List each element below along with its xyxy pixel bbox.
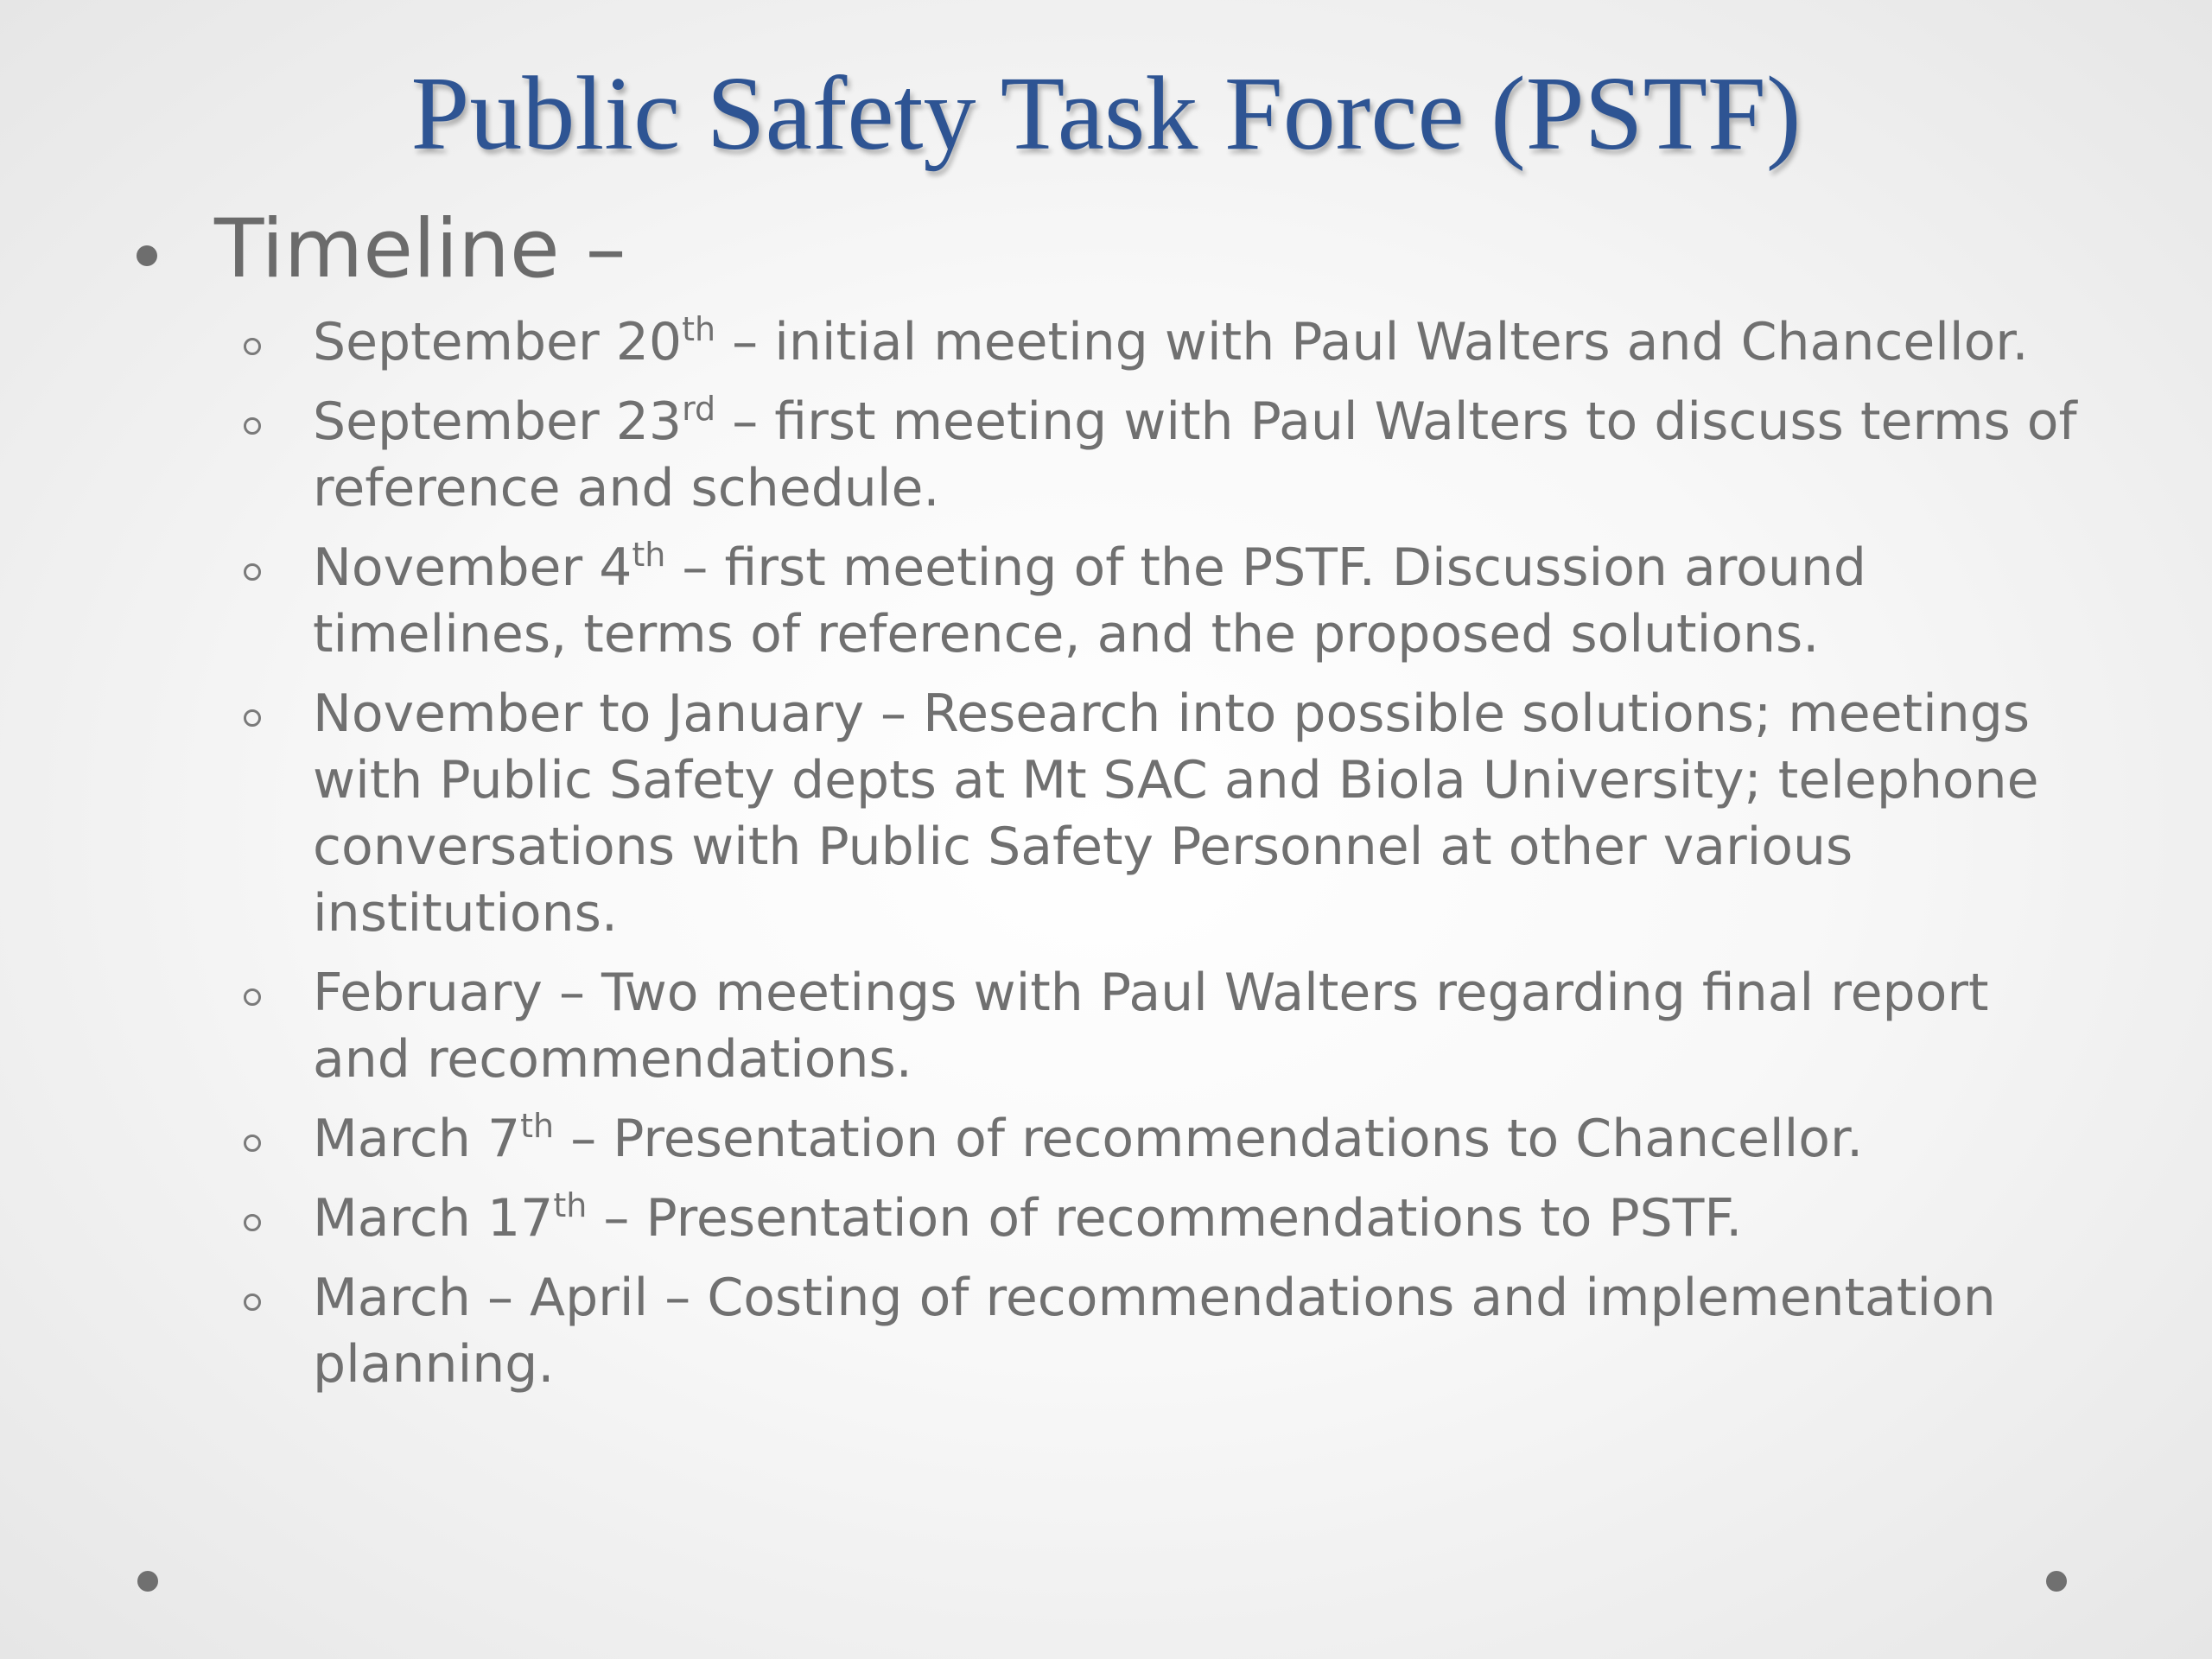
item-text: March 7 [313,1109,521,1169]
hollow-circle-bullet-icon [244,563,261,581]
item-text-rest: – Presentation of recommendations to PSTF. [587,1188,1743,1249]
ordinal-suffix: th [632,536,666,574]
item-text: November 4 [313,537,632,598]
bullet-dot-icon [137,245,157,266]
timeline-item [244,389,2093,522]
item-text: September 23 [313,391,683,452]
hollow-circle-bullet-icon [244,1294,261,1311]
item-text: February – Two meetings with Paul Walters regarding final report and recommendations. [313,963,1989,1090]
item-text: March 17 [313,1188,554,1249]
timeline-item [244,1265,2093,1398]
ordinal-suffix: th [553,1186,588,1224]
main-bullet-text: Timeline – [214,202,626,296]
timeline-item [244,535,2093,668]
hollow-circle-bullet-icon [244,709,261,727]
timeline-item [244,681,2093,947]
timeline-item [244,309,2093,376]
ordinal-suffix: rd [682,390,716,428]
hollow-circle-bullet-icon [244,1214,261,1231]
item-text-rest: – first meeting with Paul Walters to discuss terms of reference and schedule. [313,391,2077,518]
hollow-circle-bullet-icon [244,338,261,355]
item-text-rest: – first meeting of the PSTF. Discussion around timelines, terms of reference, and the proposed solutions. [313,537,1866,664]
corner-dot-icon [137,1571,158,1592]
corner-dot-icon [2046,1571,2067,1592]
timeline-item [244,1106,2093,1173]
hollow-circle-bullet-icon [244,417,261,435]
item-text: September 20 [313,312,683,372]
timeline-list [244,309,2093,1411]
ordinal-suffix: th [682,310,716,348]
item-text: March – April – Costing of recommendations and implementation planning. [313,1268,1996,1395]
item-text-rest: – Presentation of recommendations to Chancellor. [554,1109,1864,1169]
timeline-item [244,960,2093,1093]
timeline-item [244,1185,2093,1252]
hollow-circle-bullet-icon [244,1135,261,1152]
item-text-rest: – initial meeting with Paul Walters and Chancellor. [715,312,2029,372]
hollow-circle-bullet-icon [244,988,261,1006]
item-text: November to January – Research into possible solutions; meetings with Public Safety depts at Mt SAC and Biola University; telephone conversations with Public Safety Personnel at other various institutions. [313,683,2039,944]
ordinal-suffix: th [520,1107,555,1145]
slide-title: Public Safety Task Force (PSTF) [410,55,1802,172]
